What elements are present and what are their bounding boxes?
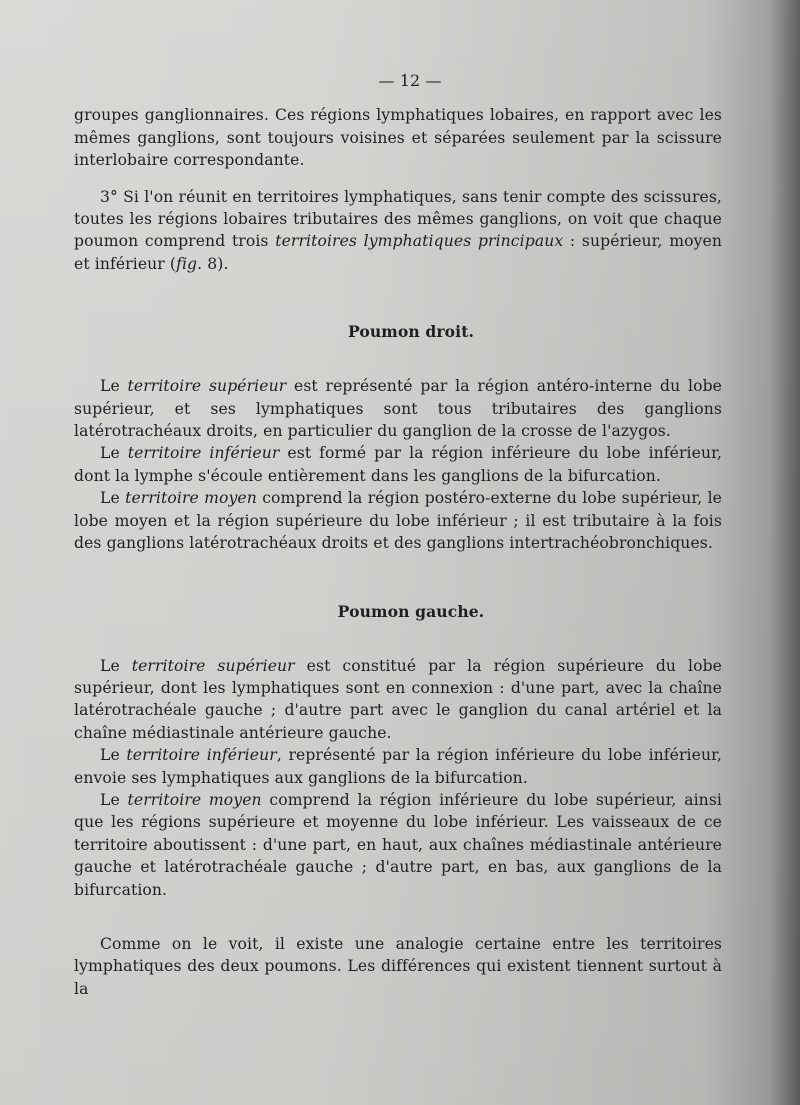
- emphasis-text: territoires lymphatiques principaux: [275, 232, 564, 251]
- page-number: — 12 —: [378, 71, 442, 90]
- heading-left-lung: Poumon gauche.: [337, 601, 485, 621]
- paragraph-right-superior: Le territoire supérieur est représenté par la région antéro-interne du lobe supérieur, et ses lymphatiques sont tous tributaires des ganglions latérotrachéaux droits, en particulier du ganglion de la crosse de l'azygos.: [74, 377, 722, 441]
- paragraph-left-middle: Le territoire moyen comprend la région inférieure du lobe supérieur, ainsi que les régions supérieure et moyenne du lobe inférieur. Les vaisseaux de ce territoire aboutissent : d'une part, en haut, aux chaînes médiastinale antérieure gauche et latérotrachéale gauche ; d'autre part, en bas, aux ganglions de la bifurcation.: [74, 790, 723, 899]
- page-content: [74, 70, 722, 1000]
- page-edge-shadow: [770, 0, 800, 1105]
- paragraph-conclusion: Comme on le voit, il existe une analogie certaine entre les territoires lymphatiques des deux poumons. Les différences qui existent tiennent surtout à la: [74, 934, 722, 998]
- paragraph-intro: groupes ganglionnaires. Ces régions lymphatiques lobaires, en rapport avec les mêmes ganglions, sont toujours voisines et séparées seulement par la scissure interlobaire correspondante.: [74, 106, 722, 170]
- paragraph-left-inferior: Le territoire inférieur, représenté par la région inférieure du lobe inférieur, envoie ses lymphatiques aux ganglions de la bifurcation.: [74, 746, 723, 787]
- heading-right-lung: Poumon droit.: [347, 322, 475, 342]
- paragraph-point-3: 3° Si l'on réunit en territoires lymphatiques, sans tenir compte des scissures, toutes les régions lobaires tributaires des mêmes ganglions, on voit que chaque poumon comprend trois territoires lymphatiques principaux : supérieur, moyen et inférieur (fig. 8).: [74, 187, 722, 273]
- paragraph-right-inferior: Le territoire inférieur est formé par la région inférieure du lobe inférieur, dont la lymphe s'écoule entièrement dans les ganglions de la bifurcation.: [74, 444, 723, 485]
- paragraph-right-middle: Le territoire moyen comprend la région postéro-externe du lobe supérieur, le lobe moyen et la région supérieure du lobe inférieur ; il est tributaire à la fois des ganglions latérotrachéaux droits et des ganglions intertrachéobronchiques.: [74, 489, 723, 553]
- figure-reference: fig.: [176, 254, 203, 273]
- paragraph-left-superior: Le territoire supérieur est constitué par la région supérieure du lobe supérieur, dont les lymphatiques sont en connexion : d'une part, avec la chaîne latérotrachéale gauche ; d'autre part avec le ganglion du canal artériel et la chaîne médiastinale antérieure gauche.: [74, 656, 722, 742]
